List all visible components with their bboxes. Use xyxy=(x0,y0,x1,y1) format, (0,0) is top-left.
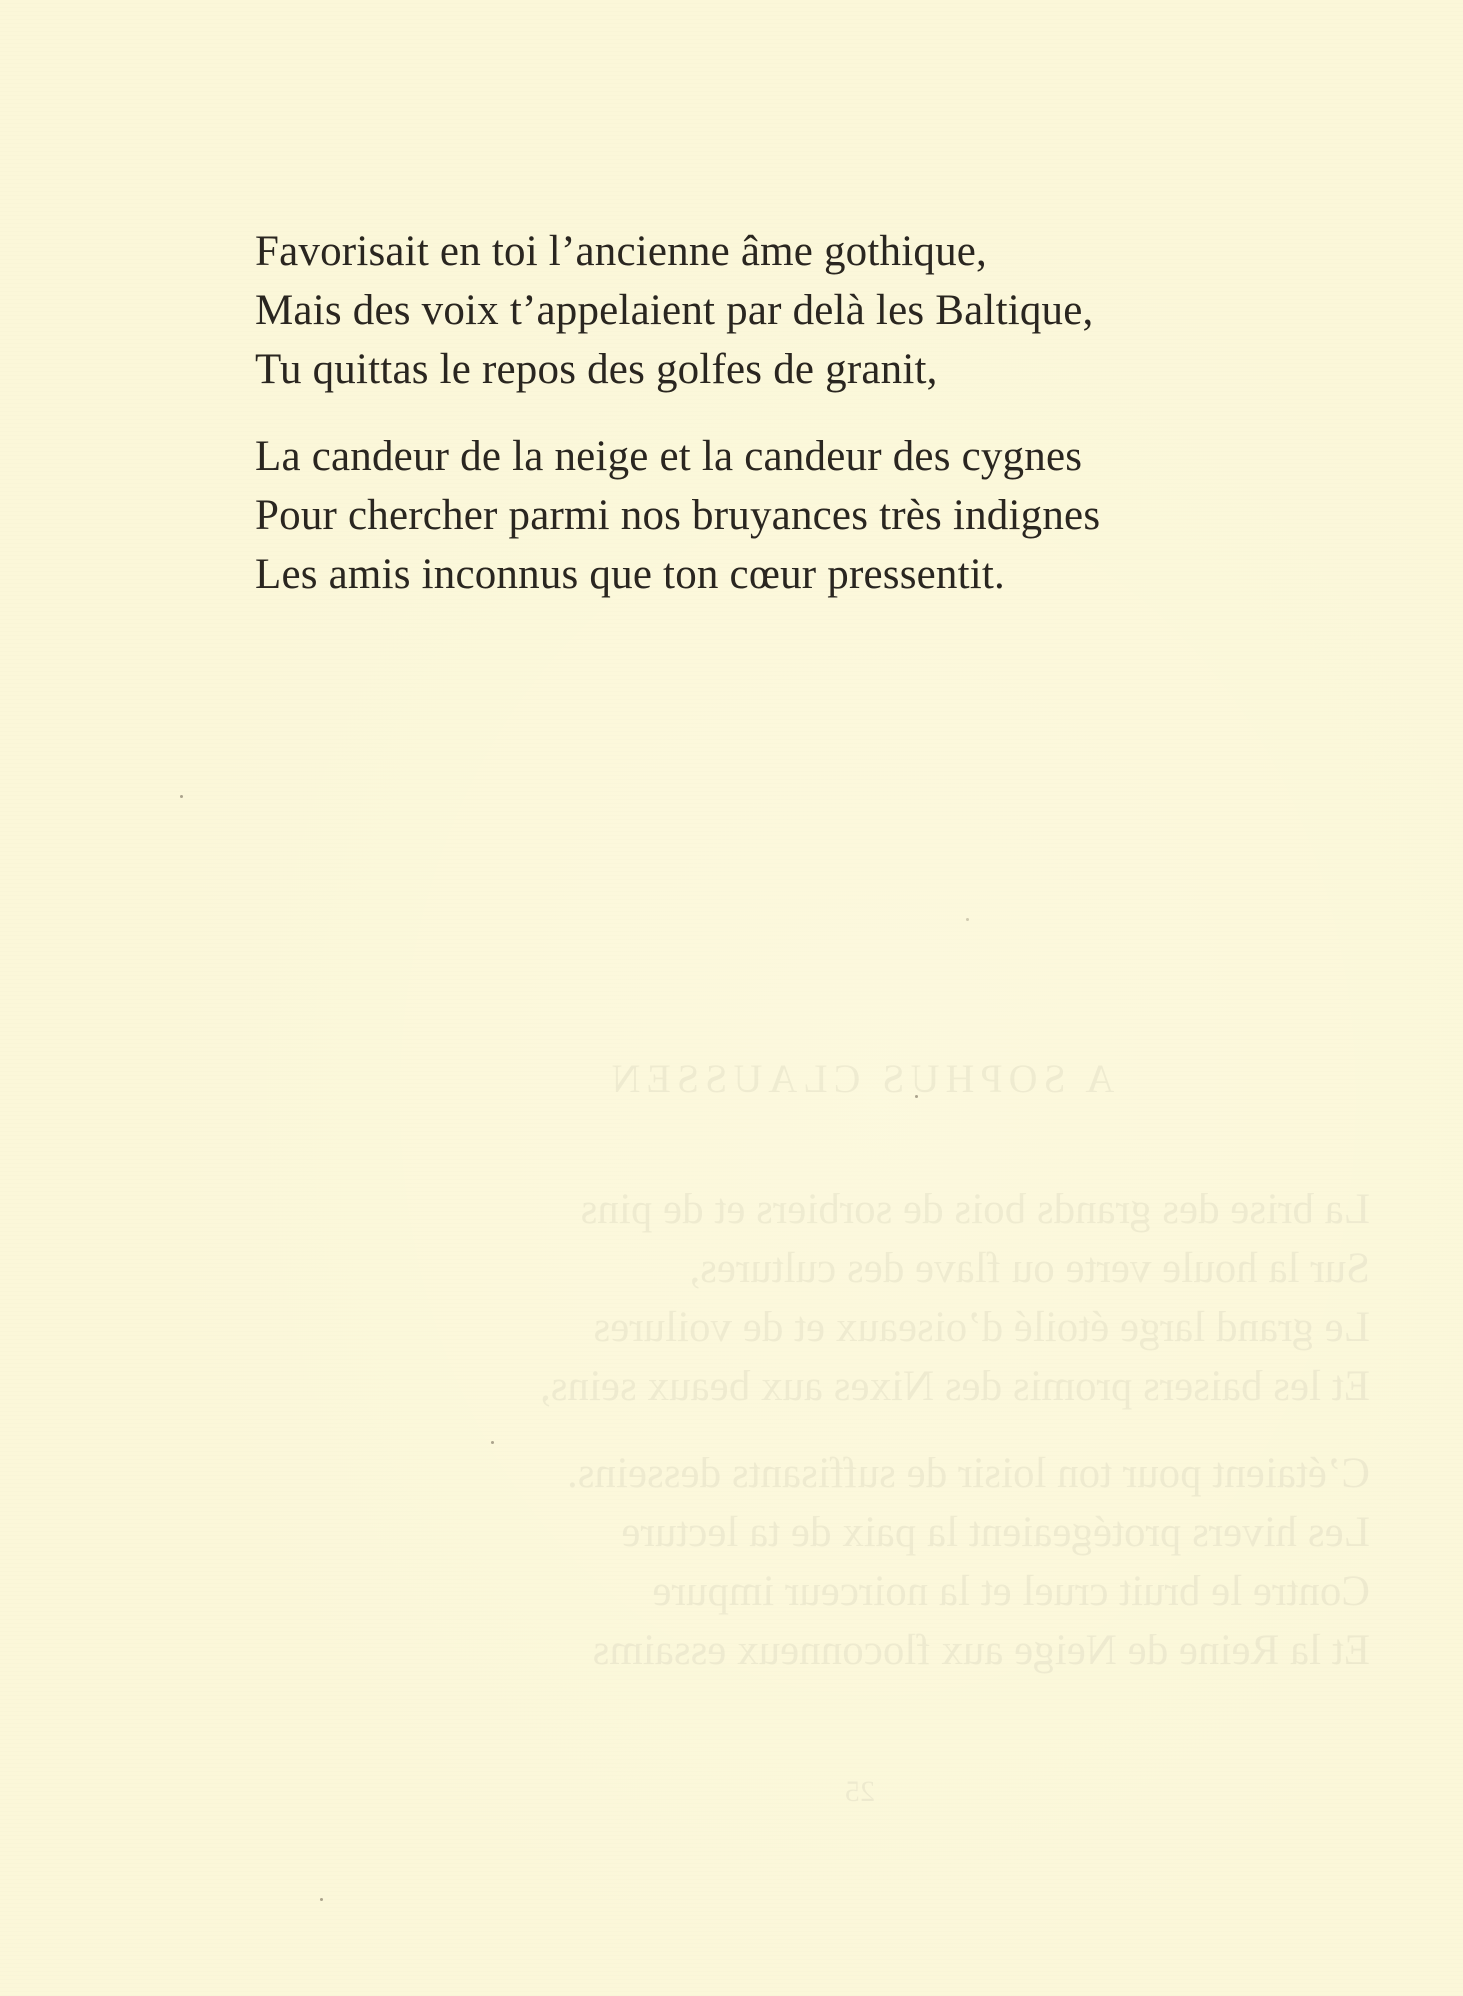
paper-speck xyxy=(915,1095,918,1098)
paper-speck xyxy=(966,918,969,921)
poem-line: Les amis inconnus que ton cœur pressentit. xyxy=(255,551,1006,598)
poem-line: Mais des voix t’appelaient par delà les Baltique, xyxy=(255,287,1094,334)
paper-speck xyxy=(180,795,183,798)
show-through-line: Sur la houle verte ou flave des cultures, xyxy=(689,1245,1370,1292)
stanza-2 xyxy=(255,427,1315,604)
poem-line: Pour chercher parmi nos bruyances très indignes xyxy=(255,492,1101,539)
stanza-1 xyxy=(255,222,1315,399)
poem xyxy=(255,222,1315,632)
show-through-line: Et la Reine de Neige aux floconneux essaims xyxy=(592,1627,1370,1674)
poem-line: Tu quittas le repos des golfes de granit, xyxy=(255,346,938,393)
poem-line: La candeur de la neige et la candeur des cygnes xyxy=(255,433,1083,480)
show-through-page-number: 25 xyxy=(845,1775,875,1808)
reverse-page-show-through xyxy=(350,1055,1370,1809)
poem-line: Favorisait en toi l’ancienne âme gothique, xyxy=(255,228,988,275)
show-through-line: Le grand large étoilé d’oiseaux et de voilures xyxy=(593,1304,1370,1351)
show-through-line: Les hivers protégeaient la paix de ta lecture xyxy=(621,1509,1370,1556)
show-through-stanza-1 xyxy=(350,1180,1370,1416)
paper-speck xyxy=(320,1898,323,1901)
show-through-line: C’étaient pour ton loisir de suffisants desseins. xyxy=(567,1450,1370,1497)
show-through-line: Contre le bruit cruel et la noirceur impure xyxy=(652,1568,1370,1615)
paper-speck xyxy=(491,1441,494,1444)
show-through-stanza-2 xyxy=(350,1444,1370,1680)
show-through-title: A SOPHUS CLAUSSEN xyxy=(605,1056,1115,1101)
show-through-line: La brise des grands bois de sorbiers et de pins xyxy=(580,1186,1370,1233)
show-through-line: Et les baisers promis des Nixes aux beaux seins, xyxy=(540,1363,1370,1410)
